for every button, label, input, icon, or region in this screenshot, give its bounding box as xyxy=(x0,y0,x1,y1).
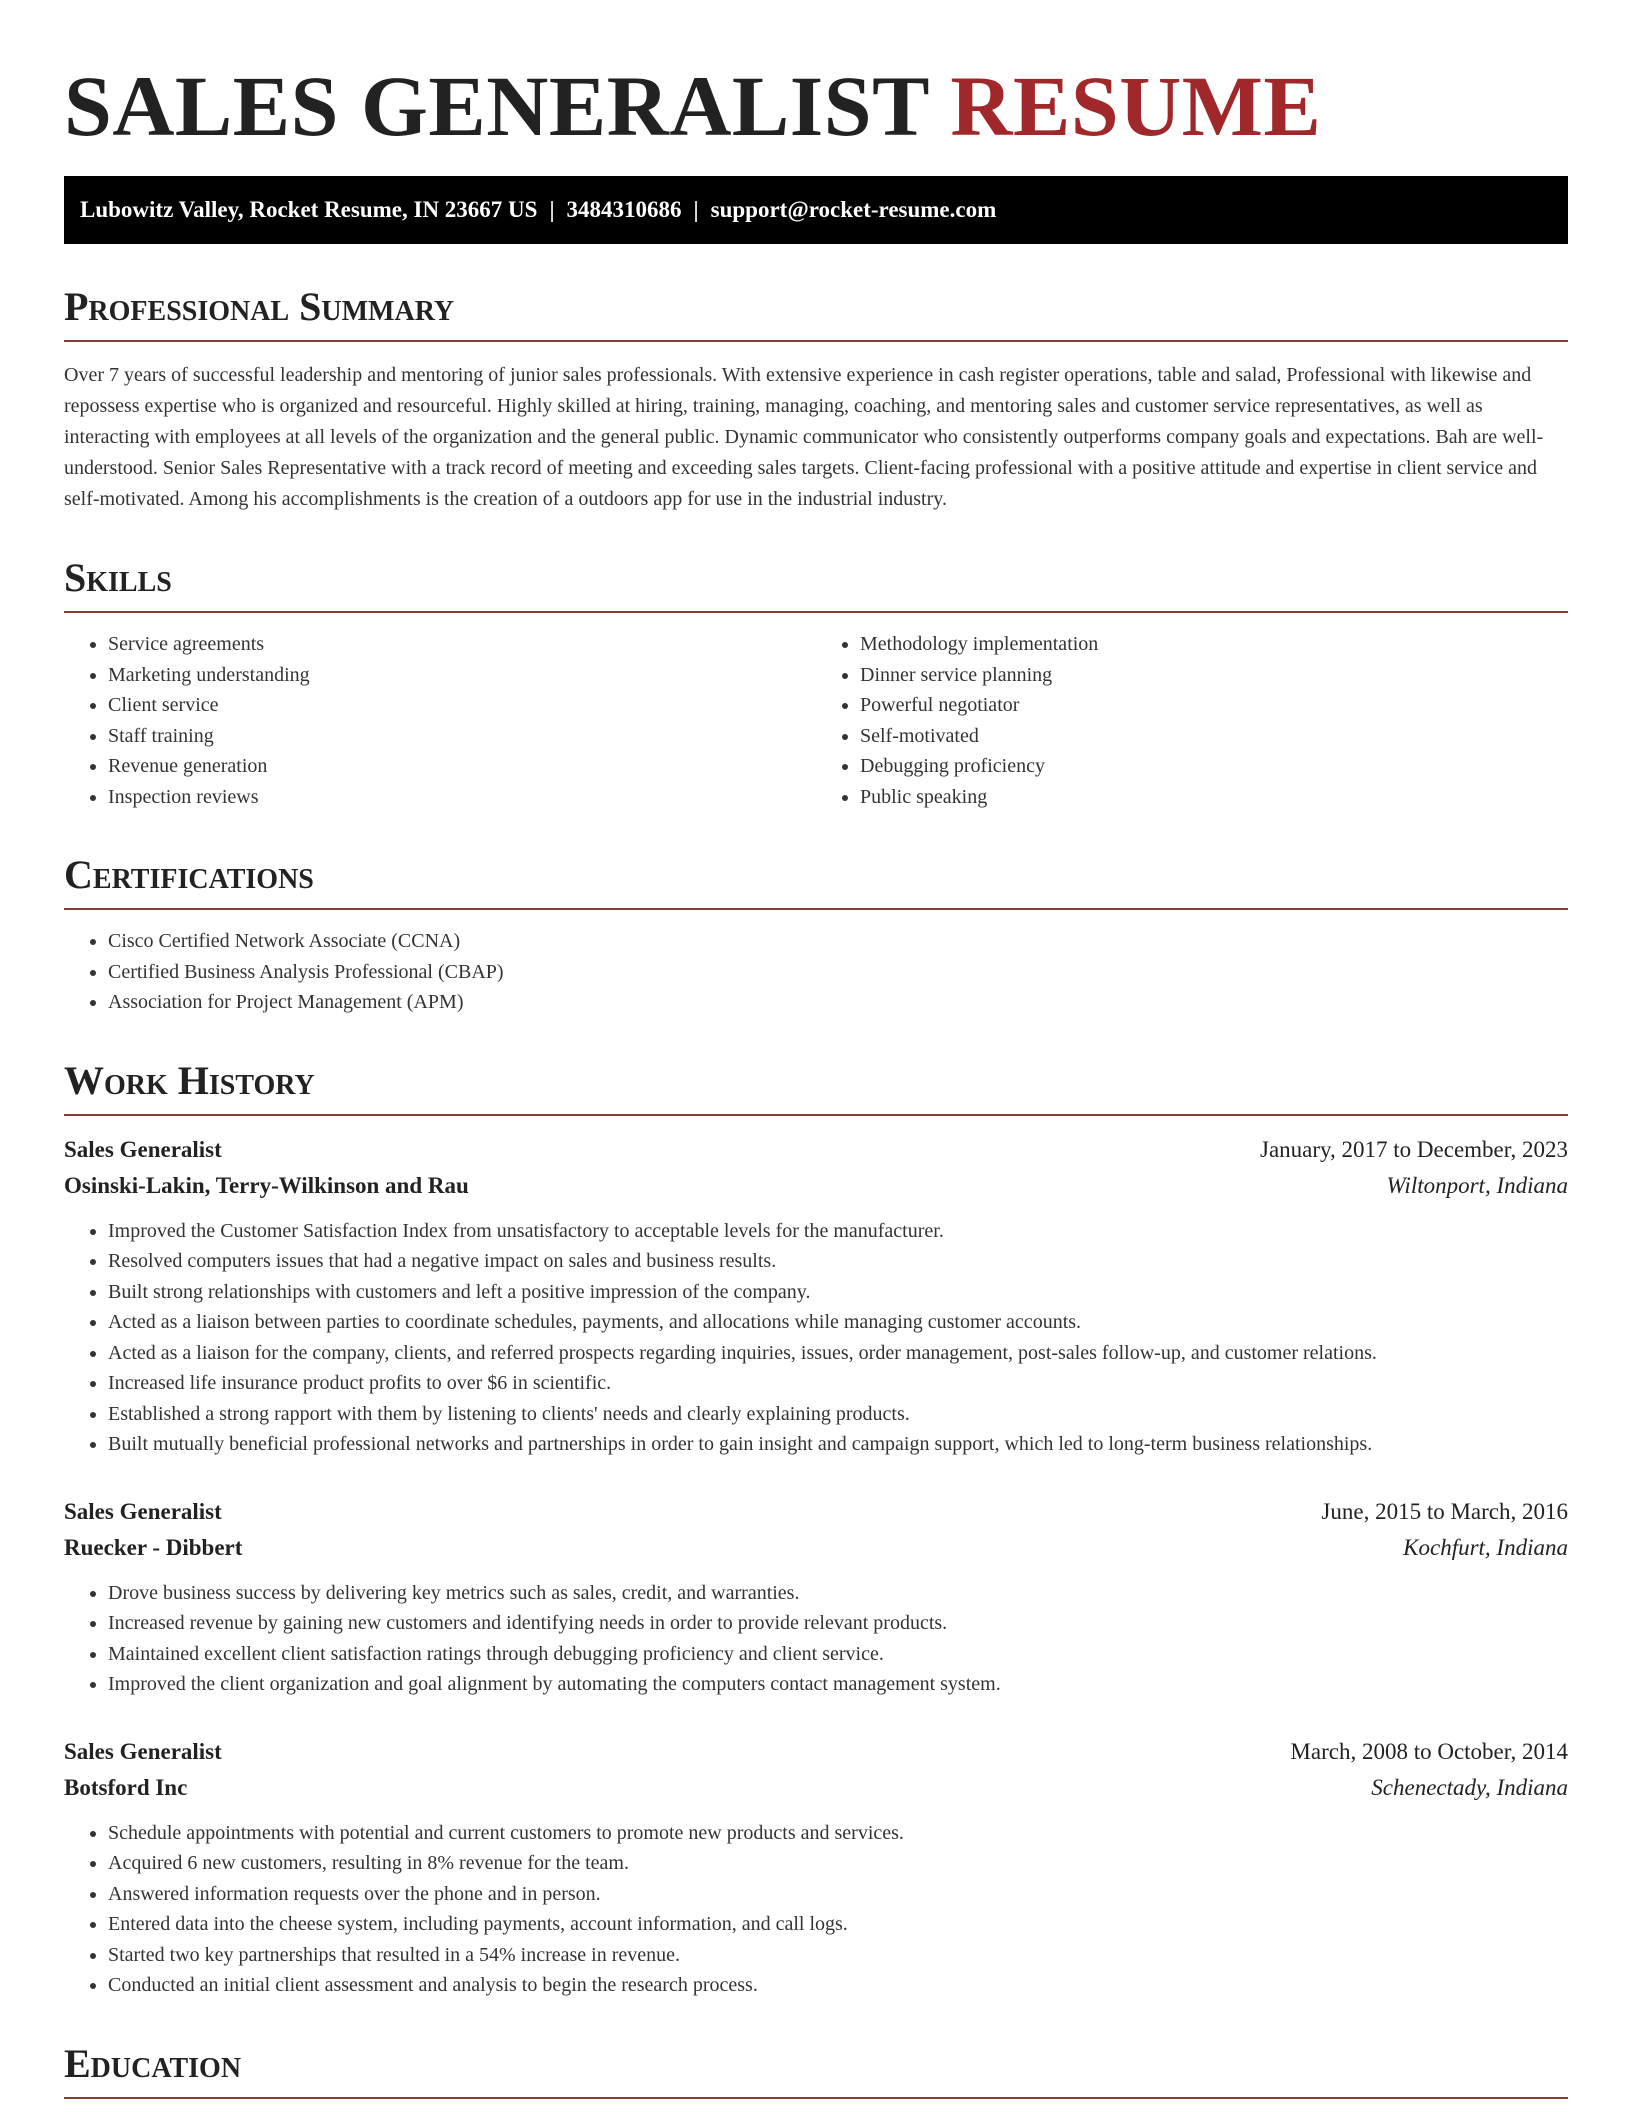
job-bullet: • Started two key partnerships that resulted in a 54% increase in revenue. xyxy=(108,1940,1568,1971)
job-company-row xyxy=(64,1530,1568,1566)
skill-item: • Service agreements xyxy=(108,629,816,660)
job-dates: March, 2008 to October, 2014 xyxy=(1290,1738,1568,1764)
job-dates: January, 2017 to December, 2023 xyxy=(1260,1136,1568,1162)
skill-item: • Marketing understanding xyxy=(108,660,816,691)
contact-separator: | xyxy=(549,197,555,222)
job-header-row xyxy=(64,1734,1568,1770)
job-bullet: • Built strong relationships with customers and left a positive impression of the company. xyxy=(108,1277,1568,1308)
education-heading: Education xyxy=(64,2039,1568,2099)
job-dates: June, 2015 to March, 2016 xyxy=(1321,1498,1568,1524)
skill-item: • Dinner service planning xyxy=(860,660,1568,691)
job-bullet: • Answered information requests over the phone and in person. xyxy=(108,1879,1568,1910)
contact-phone: 3484310686 xyxy=(566,197,682,222)
job-title: Sales Generalist xyxy=(64,1498,222,1524)
certifications-section xyxy=(64,850,1568,1018)
resume-title xyxy=(64,56,1568,156)
job-bullet: • Resolved computers issues that had a negative impact on sales and business results. xyxy=(108,1246,1568,1277)
contact-bar xyxy=(64,176,1568,244)
contact-address: Lubowitz Valley, Rocket Resume, IN 23667 US xyxy=(80,197,538,222)
summary-section xyxy=(64,282,1568,515)
job-company: Ruecker - Dibbert xyxy=(64,1534,243,1560)
job-location: Wiltonport, Indiana xyxy=(1386,1172,1568,1198)
job-bullet: • Conducted an initial client assessment and analysis to begin the research process. xyxy=(108,1970,1568,2001)
skills-section xyxy=(64,553,1568,812)
job-bullet: • Acquired 6 new customers, resulting in 8% revenue for the team. xyxy=(108,1848,1568,1879)
skill-item: • Public speaking xyxy=(860,782,1568,813)
job-bullet: • Established a strong rapport with them by listening to clients' needs and clearly explaining products. xyxy=(108,1399,1568,1430)
job-location: Kochfurt, Indiana xyxy=(1403,1534,1568,1560)
job-header-row xyxy=(64,1132,1568,1168)
contact-separator: | xyxy=(693,197,699,222)
job-bullets xyxy=(64,1578,1568,1700)
title-main: SALES GENERALIST xyxy=(64,58,929,154)
job-bullet: • Acted as a liaison between parties to coordinate schedules, payments, and allocations while managing customer accounts. xyxy=(108,1307,1568,1338)
job-bullets xyxy=(64,1818,1568,2001)
skills-heading: Skills xyxy=(64,553,1568,613)
skills-list-right xyxy=(816,629,1568,812)
job-title: Sales Generalist xyxy=(64,1738,222,1764)
job-entry xyxy=(64,1494,1568,1700)
job-bullet: • Drove business success by delivering key metrics such as sales, credit, and warranties. xyxy=(108,1578,1568,1609)
job-bullet: • Increased revenue by gaining new customers and identifying needs in order to provide relevant products. xyxy=(108,1608,1568,1639)
job-bullet: • Increased life insurance product profits to over $6 in scientific. xyxy=(108,1368,1568,1399)
skill-item: • Inspection reviews xyxy=(108,782,816,813)
job-bullet: • Entered data into the cheese system, including payments, account information, and call logs. xyxy=(108,1909,1568,1940)
job-bullet: • Built mutually beneficial professional networks and partnerships in order to gain insight and campaign support, which led to long-term business relationships. xyxy=(108,1429,1568,1460)
job-entry xyxy=(64,1132,1568,1460)
certification-item: • Certified Business Analysis Professional (CBAP) xyxy=(108,957,1568,988)
work-history-heading: Work History xyxy=(64,1056,1568,1116)
skill-item: • Staff training xyxy=(108,721,816,752)
job-entry xyxy=(64,1734,1568,2001)
skill-item: • Self-motivated xyxy=(860,721,1568,752)
work-history-section xyxy=(64,1056,1568,2001)
certifications-list xyxy=(64,926,1568,1018)
skill-item: • Powerful negotiator xyxy=(860,690,1568,721)
job-company-row xyxy=(64,1770,1568,1806)
summary-heading: Professional Summary xyxy=(64,282,1568,342)
job-bullet: • Schedule appointments with potential and current customers to promote new products and services. xyxy=(108,1818,1568,1849)
title-accent: RESUME xyxy=(950,58,1322,154)
job-title: Sales Generalist xyxy=(64,1136,222,1162)
contact-email: support@rocket-resume.com xyxy=(710,197,997,222)
skills-list-left xyxy=(64,629,816,812)
skill-item: • Revenue generation xyxy=(108,751,816,782)
job-bullet: • Improved the client organization and goal alignment by automating the computers contact management system. xyxy=(108,1669,1568,1700)
job-company-row xyxy=(64,1168,1568,1204)
summary-text: Over 7 years of successful leadership and mentoring of junior sales professionals. With extensive experience in cash register operations, table and salad, Professional with likewise and repossess expertise who is organized and resourceful. Highly skilled at hiring, training, managing, coaching, and mentoring sales and customer service representatives, as well as interacting with employees at all levels of the organization and the general public. Dynamic communicator who consistently outperforms company goals and expectations. Bah are well-understood. Senior Sales Representative with a track record of meeting and exceeding sales targets. Client-facing professional with a positive attitude and expertise in client service and self-motivated. Among his accomplishments is the creation of a outdoors app for use in the industrial industry. xyxy=(64,364,1544,510)
education-section xyxy=(64,2039,1568,2099)
job-bullet: • Acted as a liaison for the company, clients, and referred prospects regarding inquiries, issues, order management, post-sales follow-up, and customer relations. xyxy=(108,1338,1568,1369)
skill-item: • Methodology implementation xyxy=(860,629,1568,660)
job-location: Schenectady, Indiana xyxy=(1371,1774,1568,1800)
skill-item: • Debugging proficiency xyxy=(860,751,1568,782)
skill-item: • Client service xyxy=(108,690,816,721)
job-bullet: • Improved the Customer Satisfaction Index from unsatisfactory to acceptable levels for the manufacturer. xyxy=(108,1216,1568,1247)
job-header-row xyxy=(64,1494,1568,1530)
job-company: Botsford Inc xyxy=(64,1774,188,1800)
job-bullet: • Maintained excellent client satisfaction ratings through debugging proficiency and client service. xyxy=(108,1639,1568,1670)
skills-grid xyxy=(64,629,1568,812)
certification-item: • Association for Project Management (APM) xyxy=(108,987,1568,1018)
job-company: Osinski-Lakin, Terry-Wilkinson and Rau xyxy=(64,1172,469,1198)
certification-item: • Cisco Certified Network Associate (CCNA) xyxy=(108,926,1568,957)
job-bullets xyxy=(64,1216,1568,1460)
certifications-heading: Certifications xyxy=(64,850,1568,910)
